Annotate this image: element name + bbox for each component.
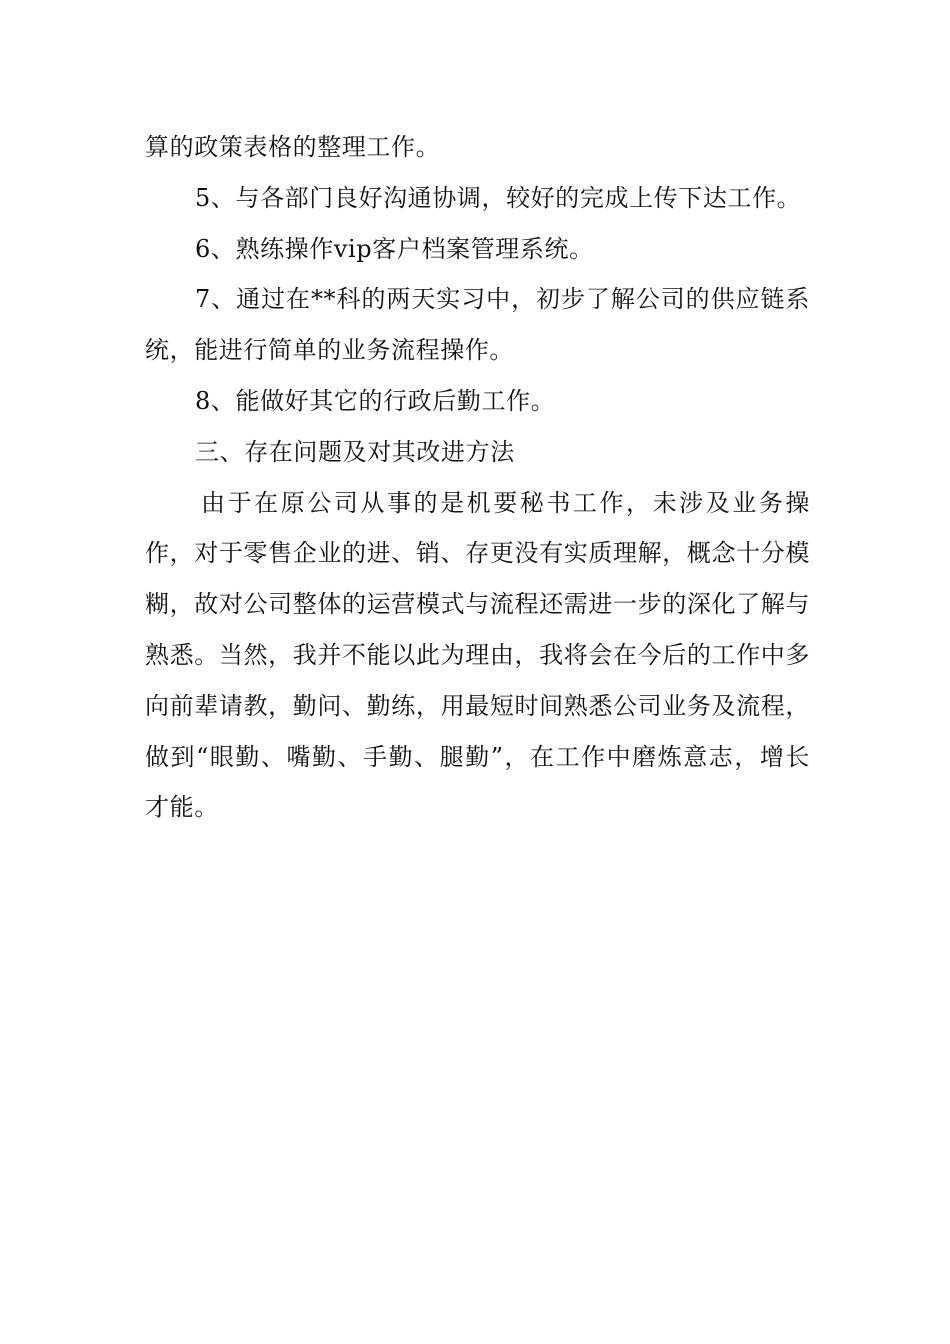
paragraph-item-7: 7、通过在**科的两天实习中，初步了解公司的供应链系统，能进行简单的业务流程操作。: [145, 285, 810, 365]
document-body: [145, 122, 810, 833]
section-heading-problems: 三、存在问题及对其改进方法: [195, 437, 515, 466]
paragraph-continuation: 算的政策表格的整理工作。: [145, 133, 441, 161]
paragraph-item-5: 5、与各部门良好沟通协调，较好的完成上传下达工作。: [195, 183, 802, 212]
paragraph-problems-body: 由于在原公司从事的是机要秘书工作，未涉及业务操作，对于零售企业的进、销、存更没有实质理解，概念十分模糊，故对公司整体的运营模式与流程还需进一步的深化了解与熟悉。当然，我并不能以此为理由，我将会在今后的工作中多向前辈请教，勤问、勤练，用最短时间熟悉公司业务及流程，做到“眼勤、嘴勤、手勤、腿勤”，在工作中磨炼意志，增长才能。: [145, 488, 810, 822]
paragraph-item-8: 8、能做好其它的行政后勤工作。: [195, 386, 556, 415]
paragraph-item-6: 6、熟练操作vip客户档案管理系统。: [195, 234, 594, 263]
